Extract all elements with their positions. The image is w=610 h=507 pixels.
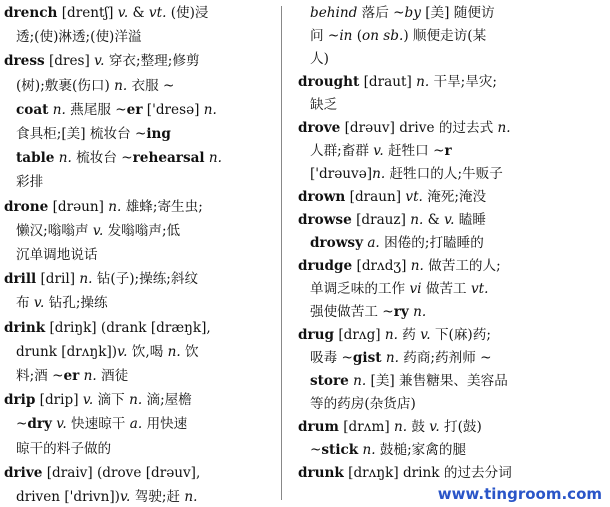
entry-text: [drentʃ] [57, 5, 118, 21]
entry-line [298, 116, 603, 140]
part-of-speech: v. [56, 416, 67, 433]
part-of-speech: n. [372, 166, 386, 182]
headword: table [16, 150, 55, 167]
entry-line [16, 485, 266, 507]
part-of-speech: n. [52, 101, 66, 118]
entry-text: [drʌdʒ] [352, 258, 411, 274]
part-of-speech: behind [310, 5, 358, 21]
entry-line [4, 1, 266, 25]
headword: drove [298, 120, 341, 136]
part-of-speech: v. [33, 295, 45, 312]
entry-line [16, 291, 266, 315]
part-of-speech: n. [184, 489, 198, 505]
entry-line [310, 162, 603, 186]
entry-text: ['drəuvə] [310, 166, 373, 182]
headword: coat [16, 101, 49, 118]
part-of-speech: n. [416, 74, 430, 90]
entry-text: 饮 [180, 343, 199, 360]
entry-line [16, 364, 266, 388]
entry-text: (树);敷裹(伤口) [16, 77, 115, 94]
part-of-speech: n. [410, 212, 424, 228]
part-of-speech: n. [385, 350, 399, 366]
entry-text: 鼓 [407, 419, 430, 435]
headword: drum [298, 419, 339, 435]
entry-line [298, 461, 603, 485]
entry-text: & [128, 5, 149, 21]
headword: drone [4, 198, 49, 215]
headword: er [126, 101, 143, 118]
entry-text: ['dresə] [142, 101, 204, 118]
entry-line [310, 438, 603, 462]
part-of-speech: vt. [405, 189, 423, 205]
part-of-speech: n. [362, 442, 376, 458]
part-of-speech: in [339, 28, 353, 44]
headword: drown [298, 189, 346, 205]
entry-text: 药 [397, 327, 421, 343]
entry-text: 滴下 [93, 392, 130, 409]
part-of-speech: n. [410, 258, 424, 274]
entry-text: 缺乏 [310, 97, 338, 113]
entry-text: 燕尾服 ~ [65, 101, 127, 118]
entry-line [16, 243, 266, 267]
entry-line [298, 185, 603, 209]
entry-line [298, 254, 603, 278]
entry-text: 布 [16, 295, 34, 312]
entry-text: driven ['drivn]) [16, 489, 120, 505]
entry-line [16, 98, 266, 122]
part-of-speech: n. [353, 373, 367, 389]
entry-text: [美] 随便访 [420, 5, 495, 21]
headword: er [63, 368, 80, 384]
entry-text: ( [352, 28, 363, 44]
entry-text: 落后 ~ [357, 5, 405, 21]
part-of-speech: n. [83, 368, 97, 384]
part-of-speech: vt. [470, 281, 489, 297]
entry-line [298, 415, 603, 439]
entry-text: 透;(使)淋透;(使)洋溢 [16, 29, 142, 46]
entry-text: [drʌg] [334, 327, 385, 343]
headword: drug [298, 327, 335, 343]
part-of-speech: v. [373, 143, 384, 159]
entry-text: [drip] [35, 392, 83, 409]
entry-text: ) 顺便走访(某 [403, 28, 487, 44]
column-divider [281, 6, 282, 500]
entry-text: ~ [310, 442, 322, 458]
headword: drive [4, 464, 43, 481]
entry-text: 酒徒 [96, 368, 129, 384]
entry-line [4, 195, 266, 219]
entry-text: [drʌŋk] drink 的过去分词 [343, 465, 512, 481]
entry-text: [draut] [359, 74, 417, 90]
entry-line [4, 461, 266, 485]
entry-text: 赶牲口 ~ [383, 143, 445, 159]
headword: drench [4, 5, 58, 21]
headword: stick [321, 442, 359, 458]
part-of-speech: vi [409, 281, 422, 297]
headword: drudge [298, 258, 353, 274]
headword: drunk [298, 465, 344, 481]
entry-line [310, 1, 603, 25]
entry-line [310, 47, 603, 71]
entry-text: 晾干的料子做的 [16, 440, 112, 457]
entry-line [298, 70, 603, 94]
right-column [298, 0, 603, 507]
entry-line [310, 277, 603, 301]
entry-line [310, 369, 603, 393]
entry-text: drunk [drʌŋk]) [16, 343, 118, 360]
entry-text: 吸毒 ~ [310, 350, 353, 366]
entry-text: 发嗡嗡声;低 [103, 222, 181, 239]
headword: gist [352, 350, 382, 366]
entry-text: [driŋk] (drank [dræŋk], [45, 319, 211, 336]
entry-text: & [423, 212, 445, 228]
part-of-speech: a. [129, 416, 143, 433]
entry-line [16, 170, 266, 194]
headword: drowse [298, 212, 352, 228]
entry-text: 梳妆台 ~ [71, 150, 133, 167]
headword: ry [393, 304, 409, 320]
part-of-speech: n. [108, 198, 122, 215]
entry-text: 下(麻)药; [430, 327, 491, 343]
entry-text: [drauz] [351, 212, 411, 228]
part-of-speech: v. [82, 392, 94, 409]
part-of-speech: n. [203, 101, 217, 118]
entry-text: 钻(子);操练;斜纹 [92, 271, 199, 288]
part-of-speech: a. [367, 235, 380, 251]
entry-text: (使)浸 [166, 5, 209, 21]
part-of-speech: n. [393, 419, 408, 435]
entry-line [16, 25, 266, 49]
part-of-speech: n. [497, 120, 511, 136]
watermark: www.tingroom.com [437, 485, 602, 503]
part-of-speech: v. [92, 222, 104, 239]
entry-line [298, 323, 603, 347]
part-of-speech: v. [119, 489, 131, 505]
entry-text: [draiv] (drove [drəuv], [42, 464, 201, 481]
part-of-speech: n. [208, 150, 222, 167]
entry-line [16, 437, 266, 461]
entry-text: 食具柜;[美] 梳妆台 ~ [16, 126, 147, 142]
entry-text: 钻孔;操练 [44, 295, 108, 312]
entry-text: [drəun] [48, 198, 109, 215]
headword: store [310, 373, 349, 389]
entry-text: 单调乏味的工作 [310, 281, 410, 297]
entry-text: [draun] [345, 189, 406, 205]
entry-text: 沉单调地说话 [16, 247, 98, 263]
entry-line [4, 316, 266, 340]
entry-text: 鼓槌;家禽的腿 [375, 442, 467, 458]
headword: r [444, 143, 452, 159]
entry-text: 赶牲口的人;牛贩子 [385, 166, 503, 182]
entry-text: 强使做苦工 ~ [310, 304, 394, 320]
entry-line [310, 392, 603, 416]
entry-line [16, 122, 266, 146]
headword: dry [27, 416, 52, 433]
entry-text: [drəuv] drive 的过去式 [340, 120, 498, 136]
entry-line [4, 267, 266, 291]
headword: drowsy [310, 235, 363, 251]
headword: drip [4, 392, 36, 409]
entry-line [16, 219, 266, 243]
entry-line [310, 300, 603, 324]
entry-line [298, 208, 603, 232]
part-of-speech: v. [444, 212, 455, 228]
part-of-speech: v. [117, 343, 128, 360]
part-of-speech: on sb. [362, 28, 404, 44]
entry-line [310, 346, 603, 370]
entry-text: 快速晾干 [66, 416, 130, 433]
entry-text: 问 ~ [310, 28, 340, 44]
entry-line [310, 139, 603, 163]
entry-text: [美] 兼售糖果、美容品 [366, 373, 508, 389]
part-of-speech: v. [94, 53, 105, 70]
part-of-speech: by [404, 5, 421, 21]
headword: dress [4, 53, 45, 70]
part-of-speech: v. [420, 327, 431, 343]
entry-line [4, 49, 266, 73]
part-of-speech: n. [114, 77, 128, 94]
part-of-speech: n. [384, 327, 398, 343]
entry-text: 滴;屋檐 [142, 392, 192, 409]
entry-text: 等的药房(杂货店) [310, 396, 416, 412]
part-of-speech: n. [79, 271, 93, 288]
part-of-speech: n. [167, 343, 181, 360]
entry-text: 用快速 [142, 416, 188, 433]
entry-text: 驾驶;赶 [130, 489, 185, 505]
part-of-speech: n. [129, 392, 143, 409]
part-of-speech: vt. [148, 5, 167, 21]
entry-text: 药商;药剂师 ~ [398, 350, 492, 366]
entry-text: 穿衣;整理;修剪 [104, 53, 200, 70]
left-column [4, 0, 266, 507]
part-of-speech: n. [413, 304, 427, 320]
entry-text: 打(鼓) [439, 419, 482, 435]
entry-line [16, 412, 266, 436]
entry-line [4, 388, 266, 412]
entry-line [310, 93, 603, 117]
entry-text: 干旱;旱灾; [429, 74, 498, 90]
headword: ing [146, 126, 171, 142]
entry-text: 雄蜂;寄生虫; [121, 198, 203, 215]
entry-text: 人群;畜群 [310, 143, 374, 159]
entry-text: 淹死;淹没 [422, 189, 487, 205]
entry-text: 懒汉;嗡嗡声 [16, 222, 93, 239]
entry-text: 彩排 [16, 174, 44, 191]
entry-line [16, 146, 266, 170]
part-of-speech: n. [58, 150, 72, 167]
entry-text: 做苦工的人; [423, 258, 501, 274]
headword: rehearsal [132, 150, 205, 167]
entry-text: [dres] [44, 53, 95, 70]
entry-text: [drʌm] [338, 419, 394, 435]
entry-text: 做苦工 [421, 281, 471, 297]
entry-line [310, 24, 603, 48]
part-of-speech: v. [429, 419, 440, 435]
entry-text: [dril] [36, 271, 80, 288]
entry-text: 人) [310, 51, 329, 67]
headword: drill [4, 271, 37, 288]
entry-line [310, 231, 603, 255]
entry-text: ~ [16, 416, 28, 433]
headword: drought [298, 74, 360, 90]
entry-text: 饮,喝 [127, 343, 168, 360]
entry-text: 瞌睡 [454, 212, 486, 228]
part-of-speech: v. [117, 5, 129, 21]
headword: drink [4, 319, 46, 336]
entry-text: 衣服 ~ [127, 77, 175, 94]
entry-line [16, 340, 266, 364]
entry-text: 困倦的;打瞌睡的 [379, 235, 484, 251]
entry-text: 料;酒 ~ [16, 368, 64, 384]
entry-line [16, 74, 266, 98]
